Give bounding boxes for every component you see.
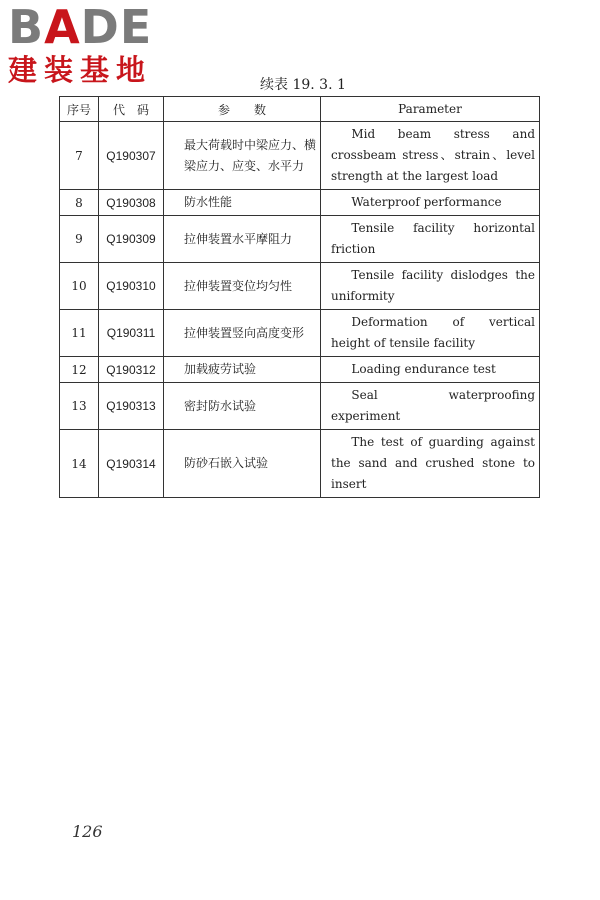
header-param-cn: 参 数 xyxy=(164,97,321,122)
logo-letter-b: B xyxy=(8,0,45,54)
logo-chinese-text: 建装基地 xyxy=(8,53,153,87)
logo-wordmark xyxy=(8,0,183,54)
bade-logo xyxy=(8,0,183,87)
row-no: 13 xyxy=(60,383,99,430)
row-code: Q190311 xyxy=(99,310,164,357)
table-caption: 续表 19. 3. 1 xyxy=(260,77,346,93)
row-param-en: Mid beam stress and crossbeam stress、strain、level strength at the largest load xyxy=(321,122,540,190)
table-row xyxy=(60,122,540,190)
header-code: 代 码 xyxy=(99,97,164,122)
table-row xyxy=(60,310,540,357)
row-code: Q190310 xyxy=(99,263,164,310)
row-no: 11 xyxy=(60,310,99,357)
table-row xyxy=(60,430,540,498)
row-param-en: Waterproof performance xyxy=(321,190,540,216)
row-param-cn: 防砂石嵌入试验 xyxy=(164,430,321,498)
header-param-en: Parameter xyxy=(321,97,540,122)
logo-letter-a: A xyxy=(44,0,81,54)
row-param-cn: 防水性能 xyxy=(164,190,321,216)
row-param-en: The test of guarding against the sand and crushed stone to insert xyxy=(321,430,540,498)
row-no: 12 xyxy=(60,357,99,383)
row-param-en: Loading endurance test xyxy=(321,357,540,383)
row-code: Q190314 xyxy=(99,430,164,498)
table-row xyxy=(60,190,540,216)
row-code: Q190313 xyxy=(99,383,164,430)
row-param-cn: 拉伸装置变位均匀性 xyxy=(164,263,321,310)
row-code: Q190312 xyxy=(99,357,164,383)
table-row xyxy=(60,216,540,263)
row-param-en: Deformation of vertical height of tensile facility xyxy=(321,310,540,357)
row-param-cn: 最大荷载时中梁应力、横梁应力、应变、水平力 xyxy=(164,122,321,190)
row-param-en: Seal waterproofing experiment xyxy=(321,383,540,430)
row-no: 9 xyxy=(60,216,99,263)
row-code: Q190308 xyxy=(99,190,164,216)
row-code: Q190307 xyxy=(99,122,164,190)
row-no: 7 xyxy=(60,122,99,190)
header-no: 序号 xyxy=(60,97,99,122)
row-no: 10 xyxy=(60,263,99,310)
table-row xyxy=(60,263,540,310)
row-no: 14 xyxy=(60,430,99,498)
row-param-cn: 拉伸装置竖向高度变形 xyxy=(164,310,321,357)
row-param-en: Tensile facility horizontal friction xyxy=(321,216,540,263)
page-number: 126 xyxy=(72,822,103,841)
logo-letter-d: D xyxy=(80,0,120,54)
logo-letter-e: E xyxy=(119,0,153,54)
row-param-en: Tensile facility dislodges the uniformity xyxy=(321,263,540,310)
row-param-cn: 加载疲劳试验 xyxy=(164,357,321,383)
table-header-row xyxy=(60,97,540,122)
parameter-table xyxy=(59,96,540,498)
row-param-cn: 密封防水试验 xyxy=(164,383,321,430)
row-param-cn: 拉伸装置水平摩阻力 xyxy=(164,216,321,263)
table-row xyxy=(60,357,540,383)
row-no: 8 xyxy=(60,190,99,216)
table-row xyxy=(60,383,540,430)
row-code: Q190309 xyxy=(99,216,164,263)
